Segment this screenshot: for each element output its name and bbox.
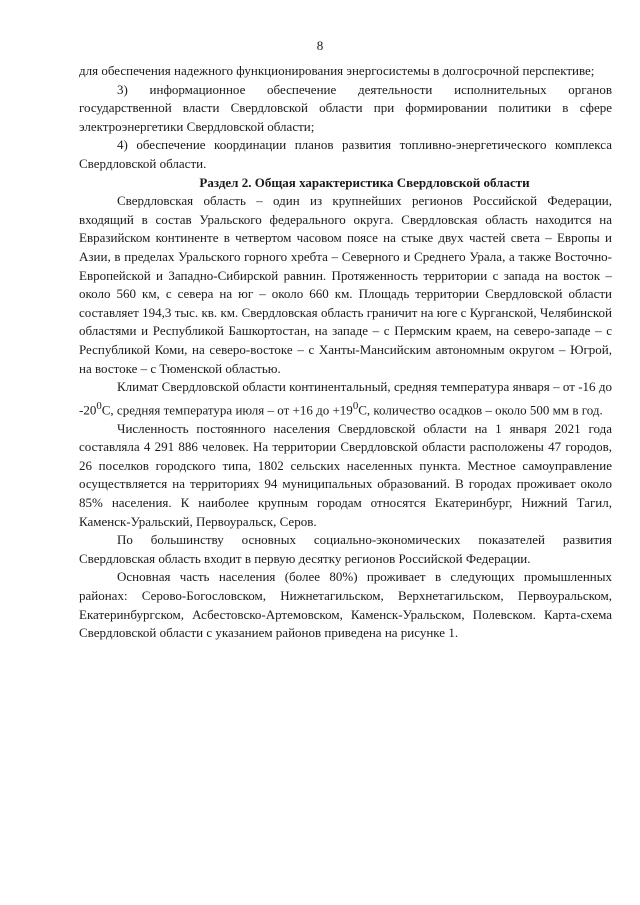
degree-superscript-2: 0 [352, 399, 359, 412]
page-number: 8 [316, 38, 324, 53]
document-body [79, 62, 612, 643]
climate-text-2: С, средняя температура июля – от +16 до +19 [101, 402, 353, 418]
paragraph-economy: По большинству основных социально-экономических показателей развития Свердловская область входит в первую десятку регионов Российской Федерации. [79, 532, 612, 566]
intro-item-4: 4) обеспечение координации планов развития топливно-энергетического комплекса Свердловской области. [79, 137, 612, 171]
paragraph-geography: Свердловская область – один из крупнейших регионов Российской Федерации, входящий в состав Уральского федерального округа. Свердловская область находится на Евразийском континенте в четвертом часовом поясе на стыке двух частей света – Европы и Азии, в пределах Уральского горного хребта – Северного и Среднего Урала, а также Восточно-Европейской и Западно-Сибирской равнин. Протяженность территории с запада на восток – около 560 км, с севера на юг – около 660 км. Площадь территории Свердловской области составляет 194,3 тыс. кв. км. Свердловская область граничит на юге с Курганской, Челябинской областями и Республикой Башкортостан, на западе – с Пермским краем, на северо-западе – с Республикой Коми, на северо-востоке – с Ханты-Мансийским автономным округом – Югрой, на востоке – с Тюменской областью. [79, 193, 612, 376]
paragraph-districts: Основная часть населения (более 80%) проживает в следующих промышленных районах: Серово-Богословском, Нижнетагильском, Верхнетагильском, Первоуральском, Екатеринбургском, Асбестовско-Артемовском, Каменск-Уральском, Полевском. Карта-схема Свердловской области с указанием районов приведена на рисунке 1. [79, 569, 612, 641]
degree-superscript-1: 0 [96, 399, 102, 412]
section-heading: Раздел 2. Общая характеристика Свердловской области [199, 174, 530, 190]
intro-item-3: 3) информационное обеспечение деятельности исполнительных органов государственной власти Свердловской области при формировании политики в сфере электроэнергетики Свердловской области; [79, 81, 612, 134]
climate-text-3: С, количество осадков – около 500 мм в год. [358, 402, 603, 418]
intro-continuation: для обеспечения надежного функционирования энергосистемы в долгосрочной перспективе; [79, 63, 595, 78]
climate-text-1: Климат Свердловской области континентальный, средняя температура января – от -16 до -20 [79, 379, 612, 418]
paragraph-climate [79, 378, 612, 420]
paragraph-population: Численность постоянного населения Свердловской области на 1 января 2021 года составляла 4 291 886 человек. На территории Свердловской области расположены 47 городов, 26 поселков городского типа, 1802 сельских населенных пункта. Местное самоуправление осуществляется на территориях 94 муниципальных образований. В городах проживает около 85% населения. К наиболее крупным городам относятся Екатеринбург, Нижний Тагил, Каменск-Уральский, Первоуральск, Серов. [79, 420, 612, 529]
